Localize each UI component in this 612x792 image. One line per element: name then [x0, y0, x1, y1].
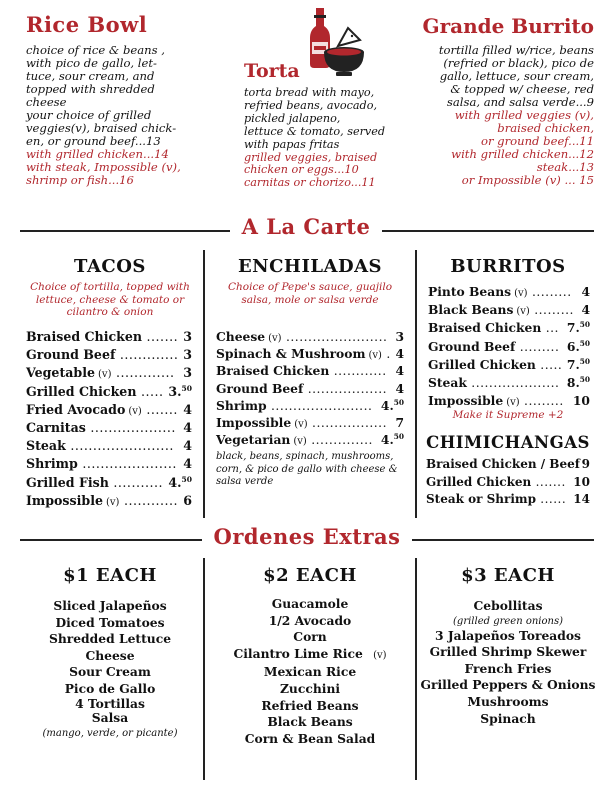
menu-item-price: 14	[573, 492, 590, 506]
extra-item: Salsa	[91, 709, 129, 725]
rice-bowl-line: cheese	[26, 95, 67, 109]
a-la-carte-rule-right	[382, 230, 594, 232]
vegetarian-mark: (v)	[368, 350, 382, 362]
vegetarian-mark: (v)	[373, 649, 387, 661]
menu-item-name	[426, 457, 580, 471]
extra-item: 3 Jalapeños Toreados	[435, 627, 581, 643]
menu-item-price: 9	[581, 457, 590, 471]
menu-item-name	[26, 475, 163, 490]
leader-dots: ...................	[85, 420, 176, 435]
menu-item-price: 4	[183, 438, 192, 454]
one-dollar-title: $1 EACH	[63, 565, 157, 586]
rice-bowl-line: with pico de gallo, let-	[26, 56, 157, 70]
menu-item-name	[428, 375, 559, 390]
rice-bowl-line: tuce, sour cream, and	[26, 69, 155, 83]
menu-item-name	[216, 432, 373, 447]
menu-item-price: 3.50	[168, 383, 192, 399]
burrito-title: Grande Burrito	[422, 14, 594, 38]
leader-dots: ...	[541, 321, 559, 336]
vegetarian-mark: (v)	[98, 369, 112, 381]
vegetarian-mark: (v)	[106, 496, 120, 508]
three-dollar-title: $3 EACH	[461, 565, 555, 586]
menu-item-name	[216, 398, 372, 413]
leader-dots: ..................	[303, 381, 388, 396]
leader-dots: ......	[535, 492, 567, 506]
leader-dots: ..............	[306, 433, 373, 448]
three-dollar-list	[420, 598, 596, 727]
burrito-description	[439, 44, 594, 187]
burrito-option: steak...13	[536, 160, 594, 174]
burrito-option: or Impossible (v) ... 15	[461, 173, 594, 187]
menu-item-price: 7	[395, 415, 404, 430]
menu-item-label: Pinto Beans	[428, 284, 512, 299]
menu-item-price: 4	[183, 401, 192, 417]
tortilla-chip-icon	[338, 28, 360, 46]
leader-dots: .	[381, 347, 391, 362]
menu-item-name	[26, 493, 178, 508]
leader-dots: .........	[529, 303, 574, 318]
menu-item-label: Impossible	[26, 492, 103, 508]
menu-item-price: 6.50	[566, 338, 590, 354]
rice-bowl-title: Rice Bowl	[26, 12, 148, 37]
rice-bowl-option: with grilled chicken...14	[26, 147, 169, 161]
torta-option: chicken or eggs...10	[244, 163, 359, 177]
vegetarian-mark: (v)	[516, 306, 530, 318]
menu-item-name	[26, 402, 178, 417]
leader-dots: .............	[111, 365, 175, 381]
tacos-subtitle-line: cilantro & onion	[66, 306, 154, 318]
vegetarian-note-line: black, beans, spinach, mushrooms,	[216, 451, 394, 462]
menu-item-name	[216, 415, 387, 430]
menu-item-name	[216, 346, 391, 361]
tacos-subtitle-line: Choice of tortilla, topped with	[30, 281, 190, 293]
tacos-title: TACOS	[74, 256, 146, 277]
extra-item: Grilled Shrimp Skewer	[429, 644, 587, 660]
extra-item: Sour Cream	[69, 664, 151, 680]
menu-item-price: 3	[395, 329, 404, 344]
column-divider	[415, 250, 417, 518]
torta-line: pickled jalapeno,	[244, 111, 341, 125]
vegetarian-mark: (v)	[294, 419, 308, 430]
leader-dots: .......................	[266, 398, 373, 413]
cebollitas-note: (grilled green onions)	[453, 615, 563, 627]
menu-item-label: Grilled Chicken	[428, 356, 536, 372]
extra-item	[210, 646, 410, 665]
menu-item-price: 3	[183, 347, 192, 363]
burrito-line: salsa, and salsa verde...9	[446, 95, 594, 109]
menu-item-name	[426, 475, 566, 489]
menu-item-price: 4	[183, 420, 192, 435]
extra-item: Mexican Rice	[263, 664, 357, 680]
extra-item-label: Cilantro Lime Rice	[233, 645, 363, 661]
rice-bowl-option: shrimp or fish...16	[26, 173, 134, 187]
hot-sauce-bowl-illustration	[300, 6, 370, 78]
leader-dots: .......	[142, 329, 179, 344]
menu-item-price: 4.50	[380, 432, 404, 448]
vegetarian-mark: (v)	[128, 405, 142, 417]
two-dollar-title: $2 EACH	[263, 565, 357, 586]
a-la-carte-rule-left	[20, 230, 230, 232]
rice-bowl-line: choice of rice & beans ,	[26, 43, 165, 57]
extra-item: Diced Tomatoes	[55, 614, 165, 630]
menu-item-name	[26, 438, 174, 453]
torta-option: carnitas or chorizo...11	[244, 176, 376, 190]
vegetarian-mark: (v)	[268, 333, 282, 344]
extras-rule-right	[412, 539, 594, 541]
menu-item-label: Braised Chicken / Beef	[426, 457, 580, 471]
menu-item-price: 3	[183, 329, 192, 344]
menu-item-price: 7.50	[566, 356, 590, 372]
extra-item: Guacamole	[271, 596, 349, 611]
menu-item-label: Ground Beef	[216, 380, 304, 396]
extra-item: 4 Tortillas	[75, 695, 145, 711]
leader-dots: .....	[136, 383, 164, 399]
menu-item-label: Braised Chicken	[216, 363, 330, 379]
extra-item: Grilled Peppers & Onions	[420, 677, 596, 693]
a-la-carte-title: A La Carte	[241, 214, 371, 239]
menu-item-label: Spinach & Mushroom	[216, 346, 366, 362]
burrito-option: braised chicken,	[497, 121, 594, 135]
menu-item-name	[428, 357, 562, 372]
extra-item: 1/2 Avocado	[268, 612, 352, 628]
menu-item-price: 4	[581, 302, 590, 318]
menu-item-label: Grilled Chicken	[426, 474, 532, 489]
extra-item: Black Beans	[267, 714, 353, 730]
menu-item-name	[428, 320, 559, 335]
menu-item-name	[428, 284, 572, 299]
extra-item: Shredded Lettuce	[48, 631, 172, 647]
menu-item-name	[216, 381, 387, 396]
leader-dots: .........	[527, 285, 572, 299]
menu-item-name	[26, 365, 175, 380]
rice-bowl-description	[26, 44, 181, 187]
menu-item-label: Cheese	[216, 329, 266, 344]
extra-item: Pico de Gallo	[64, 680, 156, 696]
leader-dots: .....	[535, 357, 563, 372]
tacos-subtitle-line: lettuce, cheese & tomato or	[35, 293, 185, 306]
burrito-line: (refried or black), pico de	[443, 56, 594, 70]
menu-item-label: Ground Beef	[428, 338, 516, 354]
torta-line: with papas fritas	[244, 137, 340, 151]
leader-dots: .......	[141, 401, 178, 417]
leader-dots: .......	[531, 474, 566, 489]
vegetarian-mark: (v)	[506, 397, 520, 409]
vegetarian-note-line: corn, & pico de gallo with cheese &	[216, 463, 398, 475]
vegetarian-note-line: salsa verde	[216, 476, 274, 487]
extras-rule-left	[20, 539, 202, 541]
rice-bowl-line: your choice of grilled	[26, 108, 152, 122]
menu-item-price: 4	[395, 346, 404, 362]
torta-description	[244, 87, 385, 190]
leader-dots: .........	[519, 394, 564, 409]
tacos-subtitle	[22, 281, 198, 319]
extra-item: Refried Beans	[261, 697, 359, 713]
menu-item-price: 6	[183, 492, 192, 508]
menu-item-name	[26, 420, 176, 435]
extras-title: Ordenes Extras	[213, 524, 401, 549]
menu-item-name	[426, 492, 566, 506]
leader-dots: .......................	[281, 330, 388, 344]
menu-item-price: 8.50	[566, 375, 590, 391]
menu-item-price: 4.50	[380, 397, 404, 413]
burrito-option: or ground beef...11	[480, 134, 594, 148]
menu-item-label: Shrimp	[26, 456, 78, 472]
menu-item-label: Braised Chicken	[26, 329, 143, 344]
burrito-line: tortilla filled w/rice, beans	[438, 43, 594, 57]
extra-item: French Fries	[464, 660, 552, 676]
menu-item-label: Black Beans	[428, 302, 514, 318]
menu-item-label: Ground Beef	[26, 347, 116, 363]
burritos-title: BURRITOS	[450, 256, 566, 277]
menu-item-price: 3	[183, 365, 192, 381]
supreme-note: Make it Supreme +2	[452, 409, 564, 421]
column-divider	[415, 558, 417, 780]
vegetarian-mark: (v)	[514, 288, 528, 299]
enchiladas-subtitle	[210, 281, 410, 306]
vegetarian-mark: (v)	[293, 436, 307, 448]
vegetarian-note	[216, 451, 398, 489]
two-dollar-list	[210, 596, 410, 747]
torta-line: lettuce & tomato, served	[244, 124, 386, 138]
rice-bowl-option: with steak, Impossible (v),	[26, 160, 181, 174]
leader-dots: .................	[307, 416, 387, 430]
salsa-note: (mango, verde, or picante)	[42, 728, 178, 740]
menu-item-name	[26, 456, 177, 471]
menu-item-label: Shrimp	[216, 397, 267, 413]
torta-line: refried beans, avocado,	[244, 98, 377, 112]
extra-item: Sliced Jalapeños	[53, 598, 167, 613]
enchiladas-subtitle-line: Choice of Pepe's sauce, guajilo	[227, 281, 393, 293]
extra-item: Cheese	[85, 647, 135, 663]
burrito-line: & topped w/ cheese, red	[450, 82, 594, 96]
rice-bowl-line: veggies(v), braised chick-	[26, 121, 177, 135]
menu-item-price: 4	[395, 363, 404, 379]
rice-bowl-line: en, or ground beef...13	[26, 134, 161, 148]
torta-option: grilled veggies, braised	[244, 150, 378, 164]
chimichangas-title: CHIMICHANGAS	[426, 433, 590, 452]
leader-dots: .............	[115, 347, 179, 363]
menu-item-name	[26, 384, 164, 399]
extra-item: Mushrooms	[467, 693, 549, 709]
menu-item-name	[216, 363, 387, 378]
menu-item-label: Grilled Chicken	[26, 383, 137, 399]
menu-item-label: Steak	[26, 438, 66, 454]
menu-item-name	[216, 329, 387, 344]
burrito-option: with grilled chicken...12	[451, 147, 594, 161]
burrito-line: gallo, lettuce, sour cream,	[439, 69, 594, 83]
leader-dots: .....................	[77, 456, 177, 472]
one-dollar-list	[22, 598, 198, 743]
menu-item-price: 7.50	[566, 320, 590, 336]
menu-item-name	[428, 339, 559, 354]
extra-item: Corn	[293, 629, 327, 645]
leader-dots: ...........	[108, 474, 163, 490]
menu-item-price: 4	[581, 284, 590, 299]
leader-dots: ............	[329, 364, 387, 379]
menu-item-label: Steak	[428, 375, 467, 390]
extra-item: Zucchini	[279, 680, 341, 696]
torta-line: torta bread with mayo,	[244, 86, 375, 99]
menu-item-name	[26, 329, 178, 344]
menu-item-price: 4	[183, 456, 192, 472]
enchiladas-title: ENCHILADAS	[237, 256, 383, 277]
menu-item-name	[428, 302, 574, 317]
column-divider	[203, 558, 205, 780]
menu-item-label: Carnitas	[26, 420, 86, 435]
menu-item-name	[26, 347, 178, 362]
menu-item-price: 4	[395, 380, 404, 396]
menu-item-label: Braised Chicken	[428, 320, 542, 336]
leader-dots: ....................	[466, 376, 560, 390]
rice-bowl-line: topped with shredded	[26, 82, 155, 96]
leader-dots: ............	[119, 492, 178, 508]
extra-item: Corn & Bean Salad	[244, 730, 376, 746]
leader-dots: .......................	[65, 438, 174, 454]
menu-item-label: Impossible	[428, 393, 504, 409]
menu-item-label: Vegetable	[26, 365, 96, 381]
torta-title: Torta	[244, 60, 300, 82]
menu-item-price: 10	[572, 393, 590, 409]
menu-item-label: Grilled Fish	[26, 474, 109, 490]
menu-item-label: Vegetarian	[216, 432, 291, 448]
extra-item: Spinach	[480, 710, 536, 726]
extra-item: Cebollitas	[473, 598, 543, 613]
menu-item-price: 4.50	[168, 474, 192, 490]
bowl-icon	[324, 47, 364, 76]
leader-dots: .........	[515, 339, 560, 354]
menu-item-label: Impossible	[216, 415, 292, 430]
burrito-option: with grilled veggies (v),	[454, 108, 594, 122]
menu-item-label: Steak or Shrimp	[426, 492, 536, 506]
column-divider	[203, 250, 205, 518]
enchiladas-subtitle-line: salsa, mole or salsa verde	[241, 293, 379, 306]
menu-item-price: 10	[573, 474, 590, 489]
menu-item-name	[428, 393, 564, 408]
menu-item-label: Fried Avocado	[26, 401, 126, 417]
